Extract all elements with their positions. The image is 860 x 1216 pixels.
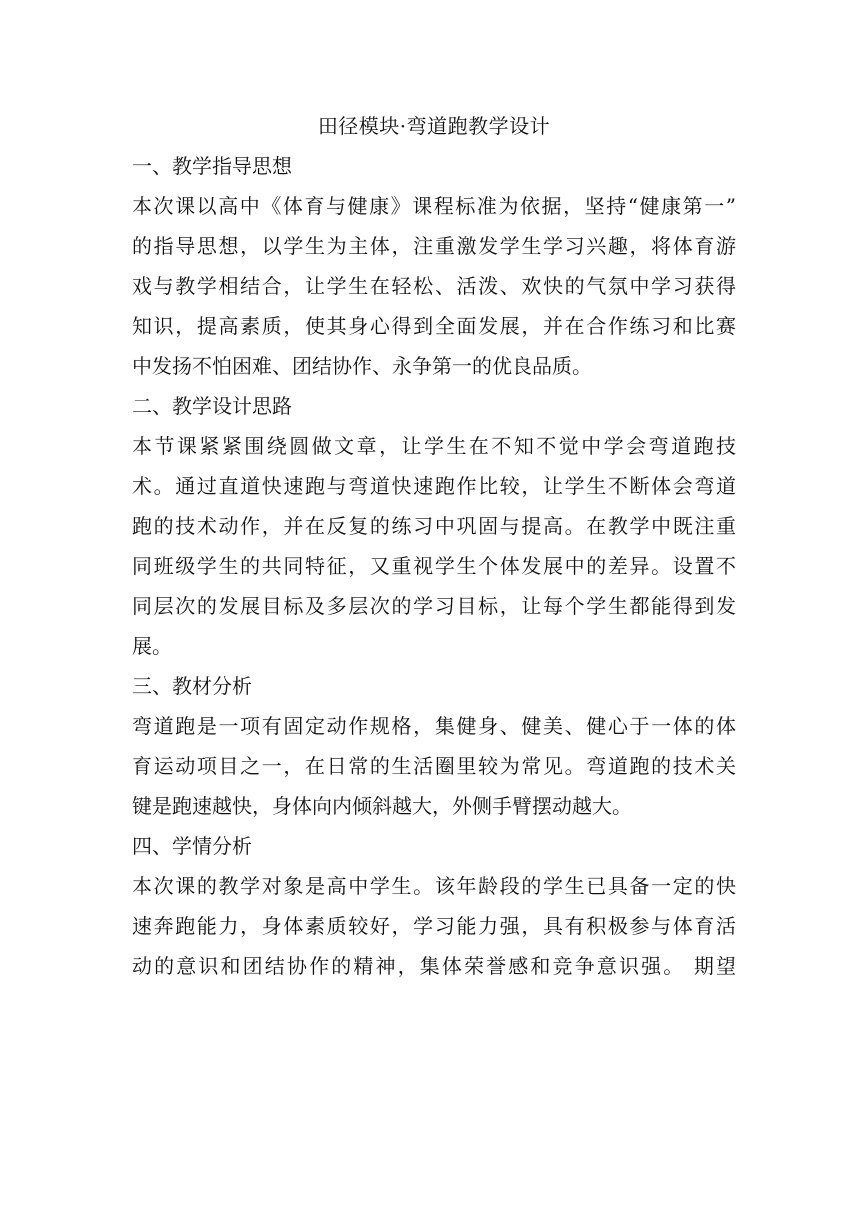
- section-material-analysis: [132, 666, 736, 826]
- section-paragraph: [132, 426, 736, 666]
- document-page: [132, 106, 736, 986]
- section-guiding-ideology: [132, 146, 736, 386]
- paragraph-line: 同班级学生的共同特征，又重视学生个体发展中的差异。设置不: [132, 554, 736, 578]
- paragraph-line: 动的意识和团结协作的精神，集体荣誉感和竞争意识强。 期望: [132, 954, 736, 978]
- paragraph-line: 的指导思想，以学生为主体，注重激发学生学习兴趣，将体育游: [132, 234, 736, 258]
- paragraph-line: 速奔跑能力，身体素质较好，学习能力强，具有积极参与体育活: [132, 914, 736, 938]
- section-design-approach: [132, 386, 736, 666]
- paragraph-line: 术。通过直道快速跑与弯道快速跑作比较，让学生不断体会弯道: [132, 474, 736, 498]
- paragraph-line: 中发扬不怕困难、团结协作、永争第一的优良品质。: [132, 354, 592, 378]
- paragraph-line: 本次课以高中《体育与健康》课程标准为依据，坚持“健康第一”: [132, 194, 736, 218]
- paragraph-line: 本节课紧紧围绕圆做文章，让学生在不知不觉中学会弯道跑技: [132, 434, 736, 458]
- paragraph-line: 弯道跑是一项有固定动作规格，集健身、健美、健心于一体的体: [132, 714, 736, 738]
- section-heading: 四、学情分析: [132, 834, 252, 858]
- paragraph-line: 键是跑速越快，身体向内倾斜越大，外侧手臂摆动越大。: [132, 794, 632, 818]
- section-paragraph: [132, 186, 736, 386]
- paragraph-line: 跑的技术动作，并在反复的练习中巩固与提高。在教学中既注重: [132, 514, 736, 538]
- section-paragraph: [132, 866, 736, 986]
- paragraph-line: 知识，提高素质，使其身心得到全面发展，并在合作练习和比赛: [132, 314, 736, 338]
- section-learner-analysis: [132, 826, 736, 986]
- section-heading: 二、教学设计思路: [132, 394, 292, 418]
- paragraph-line: 戏与教学相结合，让学生在轻松、活泼、欢快的气氛中学习获得: [132, 274, 736, 298]
- section-heading: 一、教学指导思想: [132, 154, 292, 178]
- paragraph-line: 同层次的发展目标及多层次的学习目标，让每个学生都能得到发: [132, 594, 736, 618]
- paragraph-line: 展。: [132, 634, 172, 658]
- document-title: 田径模块·弯道跑教学设计: [317, 114, 551, 138]
- section-paragraph: [132, 706, 736, 826]
- paragraph-line: 本次课的教学对象是高中学生。该年龄段的学生已具备一定的快: [132, 874, 736, 898]
- section-heading: 三、教材分析: [132, 674, 252, 698]
- paragraph-line: 育运动项目之一，在日常的生活圈里较为常见。弯道跑的技术关: [132, 754, 736, 778]
